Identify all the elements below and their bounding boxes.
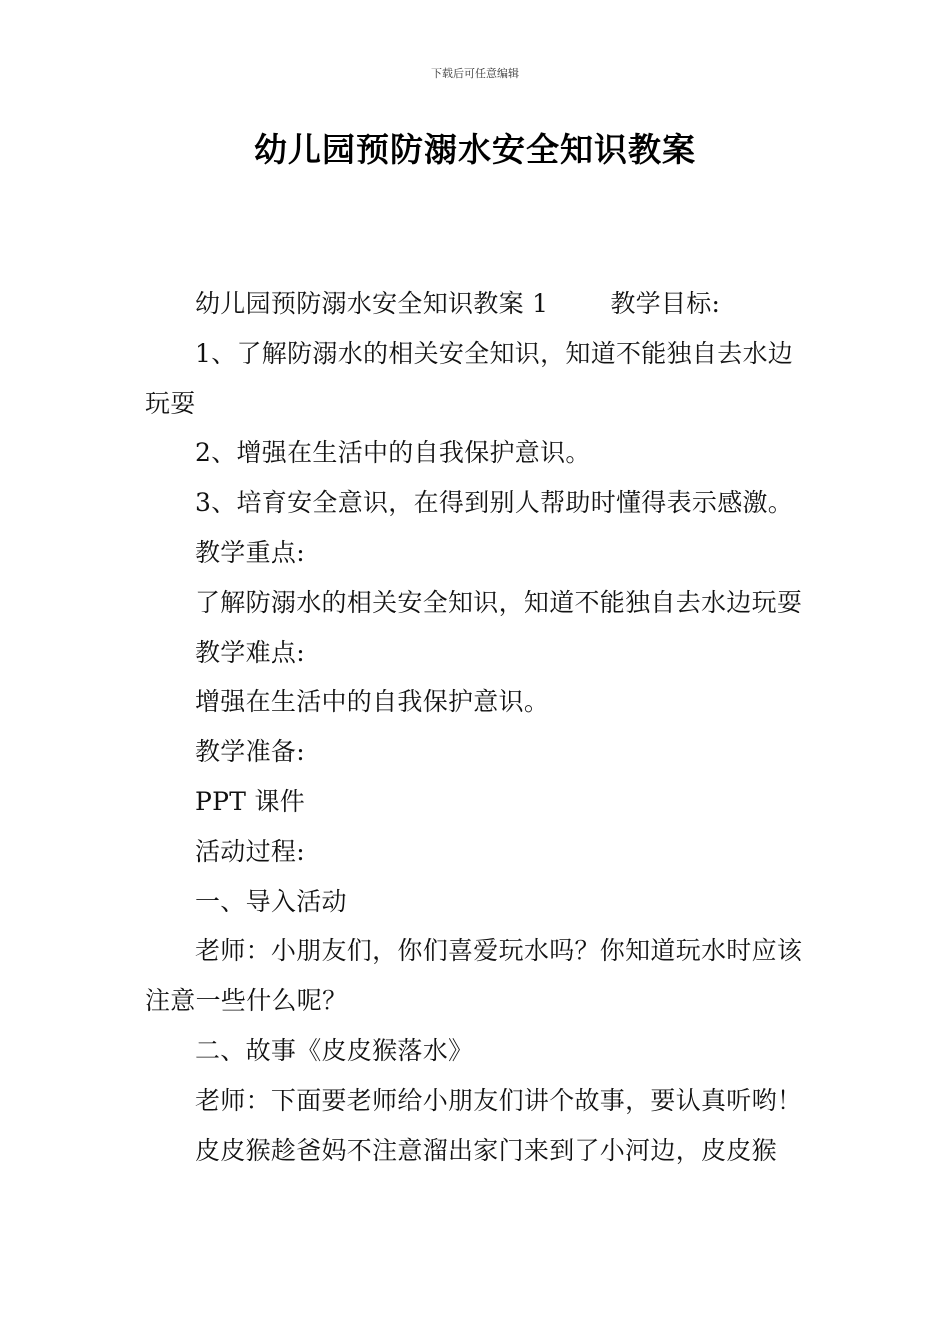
document-body bbox=[145, 279, 807, 1175]
paragraph-goal-3: 3、培育安全意识，在得到别人帮助时懂得表示感激。 bbox=[195, 488, 794, 518]
paragraph-preparation: PPT 课件 bbox=[195, 786, 306, 816]
paragraph-section-1: 一、导入活动 bbox=[195, 886, 347, 916]
paragraph-difficulties-label: 教学难点: bbox=[195, 637, 305, 667]
paragraph-story-text: 皮皮猴趁爸妈不注意溜出家门来到了小河边，皮皮猴 bbox=[195, 1135, 777, 1165]
lesson-plan-label: 幼儿园预防溺水安全知识教案 1 bbox=[195, 289, 549, 318]
paragraph-teacher-question: 老师：小朋友们，你们喜爱玩水吗？你知道玩水时应该注意一些什么呢？ bbox=[145, 936, 803, 1016]
paragraph-heading-line bbox=[145, 279, 807, 329]
paragraph-preparation-label: 教学准备: bbox=[195, 737, 305, 767]
paragraph-goal-2: 2、增强在生活中的自我保护意识。 bbox=[195, 438, 591, 468]
paragraph-teacher-story: 老师：下面要老师给小朋友们讲个故事，要认真听哟！ bbox=[195, 1085, 803, 1115]
paragraph-process-label: 活动过程: bbox=[195, 836, 305, 866]
teaching-goals-label: 教学目标: bbox=[610, 289, 721, 318]
paragraph-key-points-label: 教学重点: bbox=[195, 537, 305, 567]
header-note: 下载后可任意编辑 bbox=[431, 67, 519, 80]
paragraph-section-2: 二、故事《皮皮猴落水》 bbox=[195, 1035, 474, 1065]
document-title: 幼儿园预防溺水安全知识教案 bbox=[254, 130, 696, 169]
paragraph-key-points: 了解防溺水的相关安全知识，知道不能独自去水边玩耍 bbox=[195, 587, 803, 617]
paragraph-difficulties: 增强在生活中的自我保护意识。 bbox=[195, 687, 550, 717]
paragraph-goal-1: 1、了解防溺水的相关安全知识，知道不能独自去水边玩耍 bbox=[145, 338, 794, 418]
